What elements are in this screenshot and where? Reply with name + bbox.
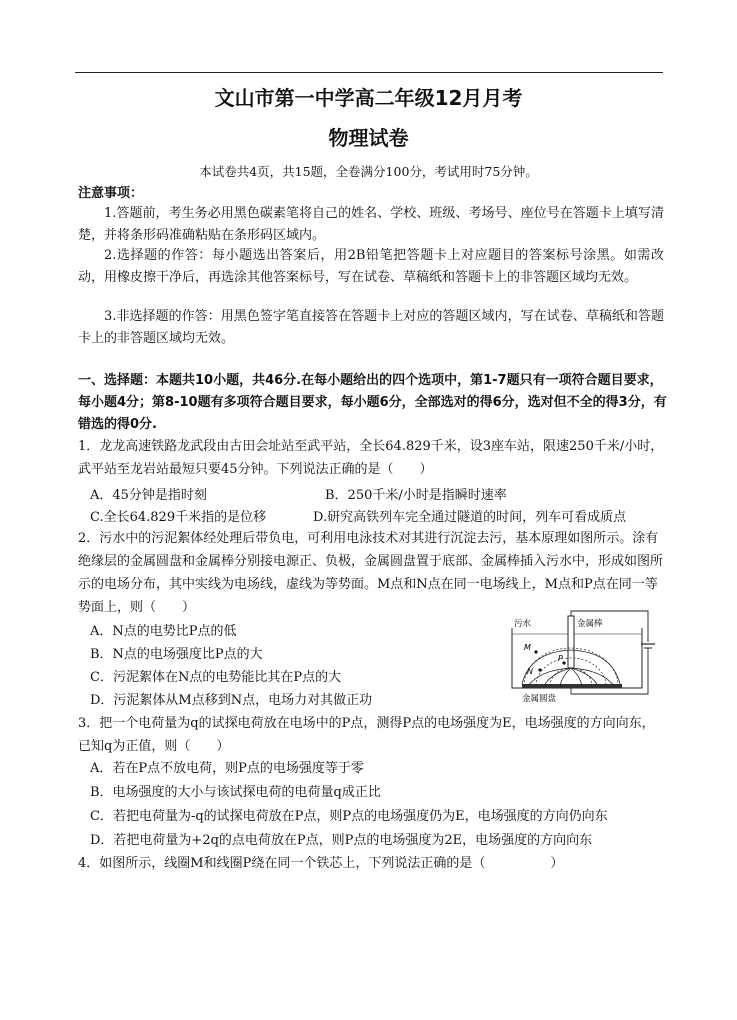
q3-option-b: B．电场强度的大小与该试探电荷的电荷量q成正比	[90, 785, 381, 800]
label-m: M	[524, 643, 531, 652]
label-water: 污水	[514, 619, 532, 629]
label-rod: 金属棒	[577, 619, 603, 629]
question-2-stem: 2．污水中的污泥絮体经处理后带负电，可利用电泳技术对其进行沉淀去污，基本原理如图所示。涂有绝缘层的金属圆盘和金属棒分别接电源正、负极，金属圆盘置于底部、金属棒插入污水中，形成如图所示的电场分布，其中实线为电场线，虚线为等势面。M点和N点在同一电场线上，M点和P点在同一等势面上，则（ ）	[78, 531, 664, 615]
q1-option-d: D.研究高铁列车完全通过隧道的时间，列车可看成质点	[313, 510, 627, 525]
question-3-stem: 3．把一个电荷量为q的试探电荷放在电场中的P点，测得P点的电场强度为E，电场强度的方向向东，已知q为正值，则（ ）	[78, 716, 655, 754]
note-item-2: 2.选择题的作答：每小题选出答案后，用2B铅笔把答题卡上对应题目的答案标号涂黑。如需改动，用橡皮擦干净后，再选涂其他答案标号，写在试卷、草稿纸和答题卡上的非答题区域均无效。	[78, 248, 664, 285]
electrophoresis-figure	[500, 608, 660, 704]
q1-option-b: B．250千米/小时是指瞬时速率	[325, 488, 507, 503]
q3-option-a: A．若在P点不放电荷，则P点的电场强度等于零	[90, 761, 364, 776]
question-1-stem: 1．龙龙高速铁路龙武段由古田会址站至武平站，全长64.829千米，设3座车站，限速250千米/小时，武平站至龙岩站最短只要45分钟。下列说法正确的是（ ）	[78, 439, 664, 477]
note-item-3: 3.非选择题的作答：用黑色签字笔直接答在答题卡上对应的答题区域内，写在试卷、草稿纸和答题卡上的非答题区域均无效。	[78, 309, 664, 346]
question-4-stem: 4．如图所示，线圈M和线圈P绕在同一个铁芯上，下列说法正确的是（ ）	[78, 856, 564, 871]
q1-option-a: A．45分钟是指时刻	[90, 488, 207, 503]
label-disk: 金属圆盘	[522, 694, 557, 704]
q1-option-c: C.全长64.829千米指的是位移	[90, 510, 267, 525]
header-rule	[75, 72, 663, 73]
q2-option-b: B．N点的电场强度比P点的大	[90, 647, 263, 662]
section-heading: 一、选择题：本题共10小题，共46分.在每小题给出的四个选项中，第1-7题只有一项符合题目要求，每小题4分；第8-10题有多项符合题目要求，每小题6分，全部选对的得6分，选对但不全的得3分，有错选的得0分.	[78, 373, 667, 432]
q3-option-c: C．若把电荷量为-q的试探电荷放在P点，则P点的电场强度仍为E，电场强度的方向仍向东	[90, 809, 608, 824]
q3-option-d: D．若把电荷量为+2q的点电荷放在P点，则P点的电场强度为2E，电场强度的方向向东	[90, 833, 593, 848]
exam-subtitle: 物理试卷	[328, 126, 409, 150]
note-item-1: 1.答题前，考生务必用黑色碳素笔将自己的姓名、学校、班级、考场号、座位号在答题卡上填写清楚，并将条形码准确粘贴在条形码区域内。	[78, 206, 664, 243]
label-n: N	[527, 667, 533, 676]
q2-option-a: A．N点的电势比P点的低	[90, 624, 237, 639]
q2-option-d: D．污泥絮体从M点移到N点，电场力对其做正功	[90, 693, 373, 708]
q2-option-c: C．污泥絮体在N点的电势能比其在P点的大	[90, 670, 342, 685]
exam-info: 本试卷共4页，共15题，全卷满分100分，考试用时75分钟。	[199, 164, 538, 179]
exam-title: 文山市第一中学高二年级12月月考	[214, 86, 523, 110]
label-p: P	[558, 654, 563, 663]
notes-label: 注意事项：	[78, 186, 144, 201]
